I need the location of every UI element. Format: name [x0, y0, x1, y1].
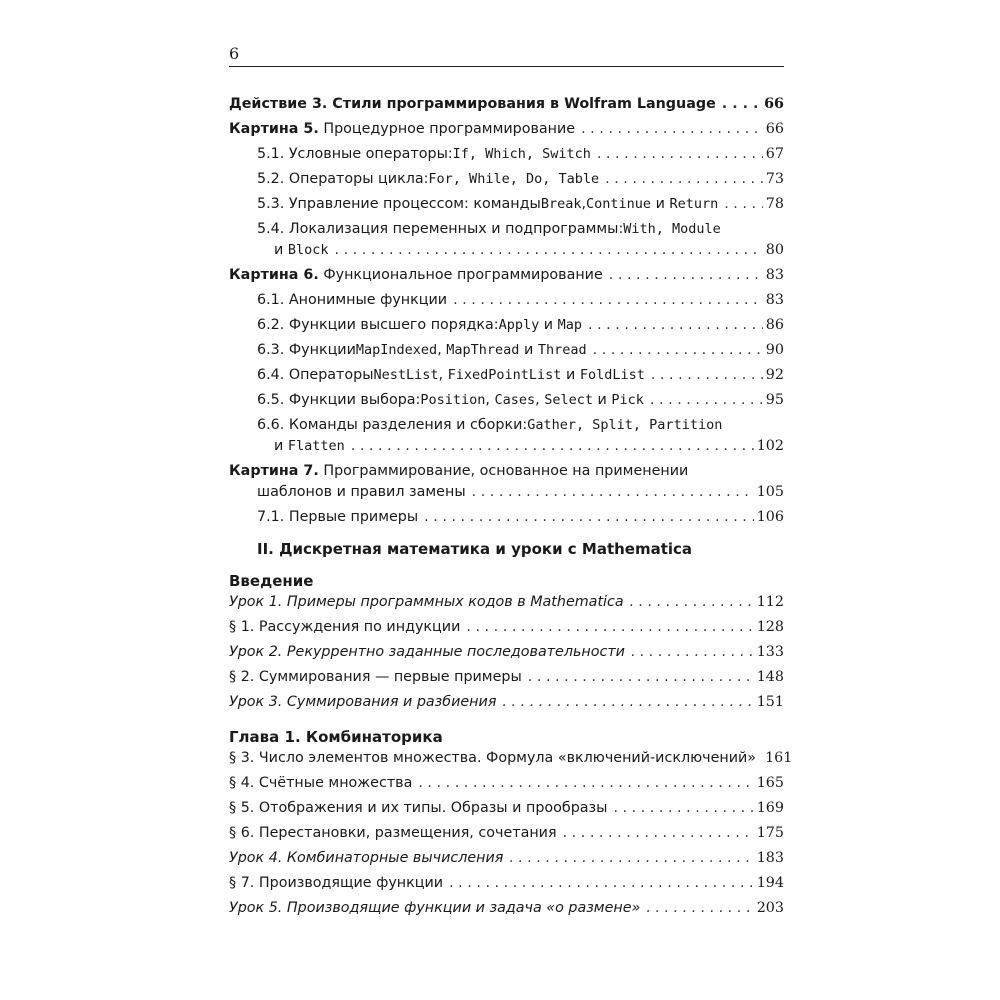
entry-code: Block	[287, 242, 329, 258]
page-number: 6	[229, 44, 240, 63]
toc-entry-s2[interactable]	[229, 669, 784, 694]
entry-code: Flatten	[287, 438, 345, 454]
page-ref: 183	[756, 850, 784, 866]
entry-code: FixedPointList	[447, 367, 562, 383]
table-of-contents	[229, 96, 793, 925]
entry-code: FoldList	[579, 367, 645, 383]
dot-leader	[646, 900, 753, 916]
page-ref: 66	[765, 121, 784, 137]
toc-entry-act3[interactable]	[229, 96, 784, 121]
entry-code: With, Module	[623, 221, 721, 237]
dot-leader	[472, 484, 754, 500]
dot-leader	[449, 875, 754, 891]
toc-entry-lesson-2[interactable]	[229, 644, 784, 669]
dot-leader	[563, 825, 754, 841]
entry-title: 6.4. Операторы	[257, 367, 374, 383]
section-heading-intro[interactable]: Введение	[229, 572, 314, 590]
toc-entry-6-1[interactable]	[229, 292, 784, 317]
page-ref: 148	[756, 669, 784, 685]
dot-leader	[724, 196, 763, 212]
toc-entry-6-4[interactable]	[229, 367, 784, 392]
page-ref: 73	[765, 171, 784, 187]
entry-title: 5.1. Условные операторы:	[257, 146, 453, 162]
toc-entry-6-6-line1[interactable]	[229, 417, 784, 438]
toc-entry-k7-line1[interactable]	[229, 463, 784, 484]
toc-entry-lesson-1[interactable]	[229, 594, 784, 619]
entry-title: шаблонов и правил замены	[257, 484, 466, 500]
entry-title: 7.1. Первые примеры	[257, 509, 419, 525]
entry-code: If, Which, Switch	[452, 146, 591, 162]
entry-title: 6.2. Функции высшего порядка:	[257, 317, 499, 333]
page-ref: 92	[765, 367, 784, 383]
page-ref: 86	[765, 317, 784, 333]
page-ref: 203	[756, 900, 784, 916]
toc-entry-s5[interactable]	[229, 800, 784, 825]
entry-title: Программирование, основанное на применении	[323, 463, 689, 479]
entry-code: Continue	[586, 196, 652, 212]
entry-title: Урок 4. Комбинаторные вычисления	[229, 850, 504, 866]
page-ref: 165	[756, 775, 784, 791]
entry-title: § 7. Производящие функции	[229, 875, 444, 891]
entry-sep: ,	[438, 367, 448, 383]
toc-entry-k6[interactable]	[229, 267, 784, 292]
page-ref: 151	[756, 694, 784, 710]
page-ref: 133	[756, 644, 784, 660]
entry-title: Урок 1. Примеры программных кодов в Mathematica	[229, 594, 624, 610]
page-ref: 95	[765, 392, 784, 408]
part-heading[interactable]: II. Дискретная математика и уроки с Mathematica	[257, 539, 693, 558]
entry-sep: ,	[535, 392, 545, 408]
dot-leader	[509, 850, 753, 866]
toc-entry-5-1[interactable]	[229, 146, 784, 171]
entry-title: 5.2. Операторы цикла:	[257, 171, 429, 187]
toc-entry-lesson-5[interactable]	[229, 900, 784, 925]
entry-label: Картина 6.	[229, 267, 319, 283]
entry-label: Картина 5.	[229, 121, 319, 137]
toc-entry-k5[interactable]	[229, 121, 784, 146]
entry-code: MapIndexed	[355, 342, 438, 358]
dot-leader	[528, 669, 754, 685]
entry-code: Return	[669, 196, 719, 212]
entry-code: Map	[557, 317, 582, 333]
entry-title: Функциональное программирование	[323, 267, 603, 283]
toc-entry-s3[interactable]	[229, 750, 793, 775]
page-ref: 78	[765, 196, 784, 212]
dot-leader	[630, 594, 754, 610]
entry-title: § 2. Суммирования — первые примеры	[229, 669, 522, 685]
entry-sep: и	[561, 367, 580, 383]
entry-label: Картина 7.	[229, 463, 319, 479]
dot-leader	[453, 292, 763, 308]
dot-leader	[631, 644, 754, 660]
entry-title: 6.3. Функции	[257, 342, 356, 358]
toc-entry-6-2[interactable]	[229, 317, 784, 342]
entry-title: Процедурное программирование	[323, 121, 576, 137]
entry-code: Select	[544, 392, 594, 408]
dot-leader	[334, 242, 762, 258]
toc-entry-6-6[interactable]	[229, 438, 784, 463]
page-ref: 112	[756, 594, 784, 610]
dot-leader	[418, 775, 753, 791]
dot-leader	[609, 267, 763, 283]
dot-leader	[502, 694, 753, 710]
entry-title: 6.1. Анонимные функции	[257, 292, 448, 308]
dot-leader	[466, 619, 753, 635]
dot-leader	[581, 121, 763, 137]
page-ref: 102	[756, 438, 784, 454]
dot-leader	[588, 317, 763, 333]
entry-sep: ,	[485, 392, 495, 408]
toc-entry-s7[interactable]	[229, 875, 784, 900]
entry-title: § 4. Счётные множества	[229, 775, 413, 791]
entry-code: Break	[540, 196, 582, 212]
toc-entry-k7[interactable]	[229, 484, 784, 509]
page-ref: 90	[765, 342, 784, 358]
entry-sep: и	[593, 392, 612, 408]
page-ref: 161	[765, 750, 793, 766]
entry-code: MapThread	[446, 342, 520, 358]
page-ref: 169	[756, 800, 784, 816]
page-ref: 83	[765, 267, 784, 283]
page-ref: 194	[756, 875, 784, 891]
entry-title: и	[274, 438, 288, 454]
toc-entry-5-2[interactable]	[229, 171, 784, 196]
dot-leader	[605, 171, 763, 187]
page-ref: 67	[765, 146, 784, 162]
entry-code: Cases	[494, 392, 536, 408]
entry-code: Pick	[611, 392, 644, 408]
dot-leader	[424, 509, 754, 525]
toc-entry-s6[interactable]	[229, 825, 784, 850]
entry-code: Gather, Split, Partition	[527, 417, 723, 433]
header-rule	[229, 66, 784, 67]
toc-entry-7-1[interactable]	[229, 509, 784, 534]
dot-leader	[722, 96, 761, 112]
dot-leader	[650, 392, 763, 408]
toc-entry-5-4[interactable]	[229, 242, 784, 267]
entry-sep: и	[651, 196, 670, 212]
page-ref: 105	[756, 484, 784, 500]
page-ref: 83	[765, 292, 784, 308]
toc-entry-5-3[interactable]	[229, 196, 784, 221]
page-ref: 175	[756, 825, 784, 841]
entry-sep: ,	[437, 342, 447, 358]
dot-leader	[597, 146, 763, 162]
toc-entry-s4[interactable]	[229, 775, 784, 800]
entry-title: Действие 3. Стили программирования в Wolfram Language	[229, 96, 716, 112]
entry-title: Урок 3. Суммирования и разбиения	[229, 694, 497, 710]
entry-title: Урок 5. Производящие функции и задача «о размене»	[229, 900, 641, 916]
entry-title: § 5. Отображения и их типы. Образы и прообразы	[229, 800, 608, 816]
entry-code: NestList	[373, 367, 439, 383]
toc-entry-5-4-line1[interactable]	[229, 221, 784, 242]
dot-leader	[593, 342, 763, 358]
entry-title: 6.5. Функции выбора:	[257, 392, 421, 408]
entry-sep: и	[539, 317, 558, 333]
entry-code: Thread	[537, 342, 587, 358]
entry-title: § 1. Рассуждения по индукции	[229, 619, 461, 635]
toc-entry-lesson-3[interactable]	[229, 694, 784, 719]
entry-title: и	[274, 242, 288, 258]
chapter-heading[interactable]: Глава 1. Комбинаторика	[229, 728, 443, 746]
entry-code: For, While, Do, Table	[428, 171, 600, 187]
entry-title: § 3. Число элементов множества. Формула «включений-исключений»	[229, 750, 757, 766]
entry-code: Position	[420, 392, 486, 408]
dot-leader	[613, 800, 753, 816]
entry-sep: ,	[581, 196, 587, 212]
toc-entry-6-5[interactable]	[229, 392, 784, 417]
entry-title: 6.6. Команды разделения и сборки:	[257, 417, 528, 433]
dot-leader	[651, 367, 763, 383]
toc-entry-lesson-4[interactable]	[229, 850, 784, 875]
page-ref: 80	[765, 242, 784, 258]
entry-sep: и	[519, 342, 538, 358]
entry-title: § 6. Перестановки, размещения, сочетания	[229, 825, 557, 841]
page-ref: 128	[756, 619, 784, 635]
page-ref: 106	[756, 509, 784, 525]
entry-title: 5.3. Управление процессом: команды	[257, 196, 541, 212]
entry-code: Apply	[498, 317, 540, 333]
toc-entry-s1[interactable]	[229, 619, 784, 644]
entry-title: Урок 2. Рекуррентно заданные последовательности	[229, 644, 625, 660]
page-ref: 66	[764, 96, 784, 112]
dot-leader	[351, 438, 754, 454]
toc-entry-6-3[interactable]	[229, 342, 784, 367]
entry-title: 5.4. Локализация переменных и подпрограммы:	[257, 221, 624, 237]
